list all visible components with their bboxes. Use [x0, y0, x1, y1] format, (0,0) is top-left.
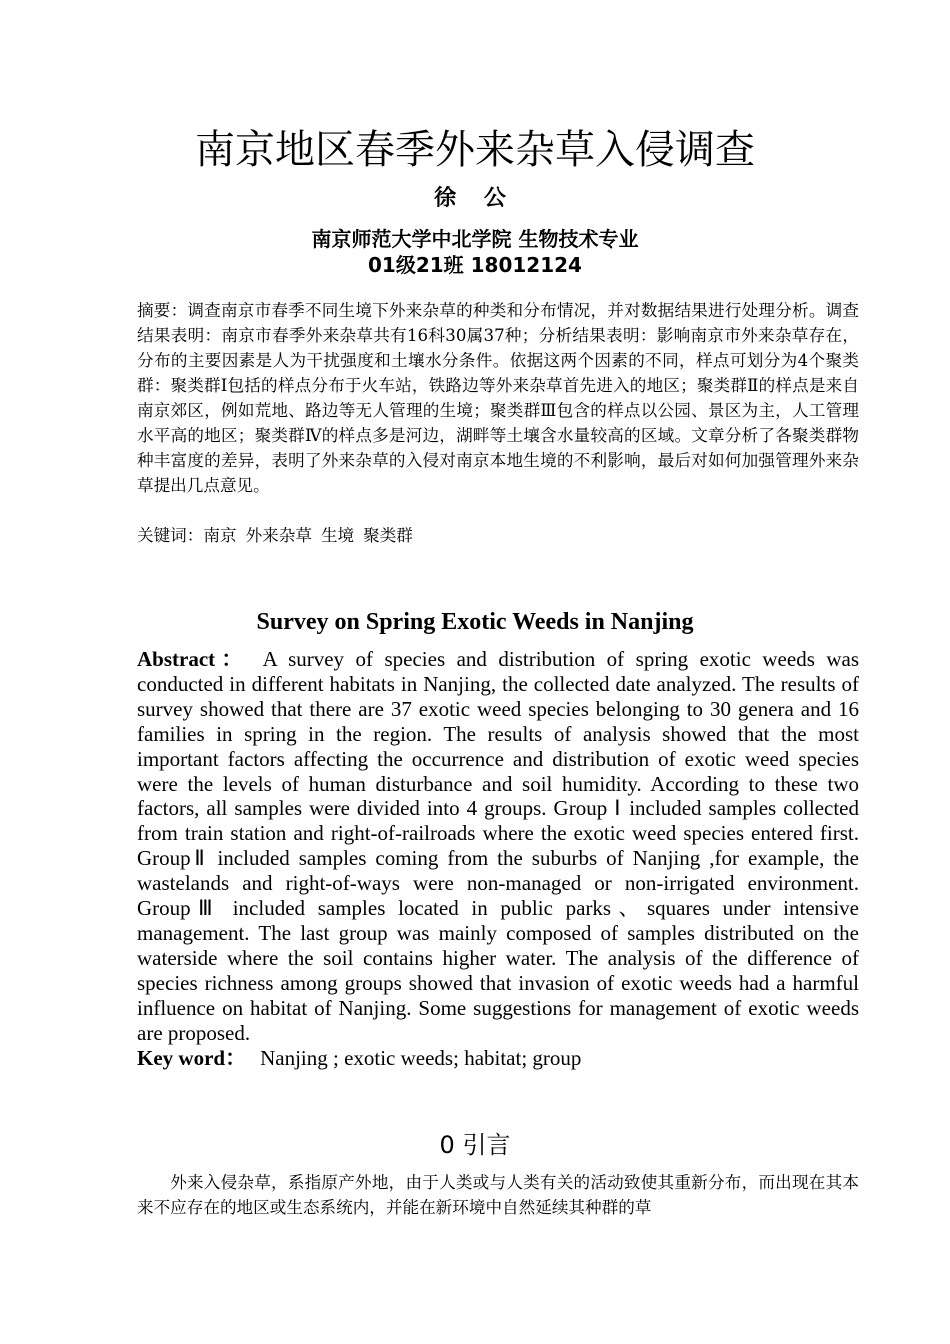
keywords-cn-label: 关键词： — [137, 526, 204, 545]
keywords-en-label: Key word： — [137, 1046, 247, 1070]
abstract-cn-text: 调查南京市春季不同生境下外来杂草的种类和分布情况，并对数据结果进行处理分析。调查结果表明：南京市春季外来杂草共有16科30属37种；分析结果表明：影响南京市外来杂草存在，分布的主要因素是人为干扰强度和土壤水分条件。依据这两个因素的不同，样点可划分为4个聚类群：聚类群Ⅰ包括的样点分布于火车站，铁路边等外来杂草首先进入的地区；聚类群Ⅱ的样点是来自南京郊区，例如荒地、路边等无人管理的生境；聚类群Ⅲ包含的样点以公园、景区为主，人工管理水平高的地区；聚类群Ⅳ的样点多是河边，湖畔等土壤含水量较高的区域。文章分析了各聚类群物种丰富度的差异，表明了外来杂草的入侵对南京本地生境的不利影响，最后对如何加强管理外来杂草提出几点意见。 — [137, 301, 860, 495]
author-name: 徐 公 — [434, 186, 516, 211]
affiliation-line-2: 01级21班 18012124 — [368, 253, 582, 277]
keywords-cn — [137, 523, 859, 548]
paper-title-en: Survey on Spring Exotic Weeds in Nanjing — [256, 609, 694, 635]
keyword-cn-item: 聚类群 — [363, 526, 413, 545]
author-affiliation — [0, 226, 950, 278]
abstract-en — [137, 647, 859, 1046]
abstract-en-text: A survey of species and distribution of spring exotic weeds was conducted in different habitats in Nanjing, the collected date analyzed. The results of survey showed that there are 37 exotic weed species belonging to 30 genera and 16 families in spring in the region. The results of analysis showed that the most important factors affecting the occurrence and distribution of exotic weed species were the levels of human disturbance and soil humidity. According to these two factors, all samples were divided into 4 groups. Group Ⅰ included samples collected from train station and right-of-railroads where the exotic weed species entered first. GroupⅡ included samples coming from the suburbs of Nanjing ,for example, the wastelands and right-of-ways were non-managed or non-irrigated environment. GroupⅢ included samples located in public parks、squares under intensive management. The last group was mainly composed of samples distributed on the waterside where the soil contains higher water. The analysis of the difference of species richness among groups showed that invasion of exotic weeds had a harmful influence on habitat of Nanjing. Some suggestions for management of exotic weeds are proposed. — [137, 647, 859, 1045]
introduction-paragraph: 外来入侵杂草，系指原产外地，由于人类或与人类有关的活动致使其重新分布，而出现在其本来不应存在的地区或生态系统内，并能在新环境中自然延续其种群的草 — [137, 1173, 859, 1217]
abstract-cn — [137, 298, 859, 498]
keyword-cn-item: 生境 — [320, 526, 355, 545]
keywords-en-text: Nanjing ; exotic weeds; habitat; group — [260, 1046, 582, 1070]
keyword-cn-item: 南京 — [203, 526, 237, 545]
abstract-en-label: Abstract： — [137, 647, 249, 671]
abstract-cn-label: 摘要： — [137, 301, 188, 320]
affiliation-line-1: 南京师范大学中北学院 生物技术专业 — [311, 227, 639, 251]
paper-title-cn: 南京地区春季外来杂草入侵调查 — [195, 127, 755, 173]
keyword-cn-item: 外来杂草 — [245, 526, 312, 545]
section-heading-introduction: 0 引言 — [439, 1131, 511, 1159]
keywords-en — [137, 1046, 859, 1071]
